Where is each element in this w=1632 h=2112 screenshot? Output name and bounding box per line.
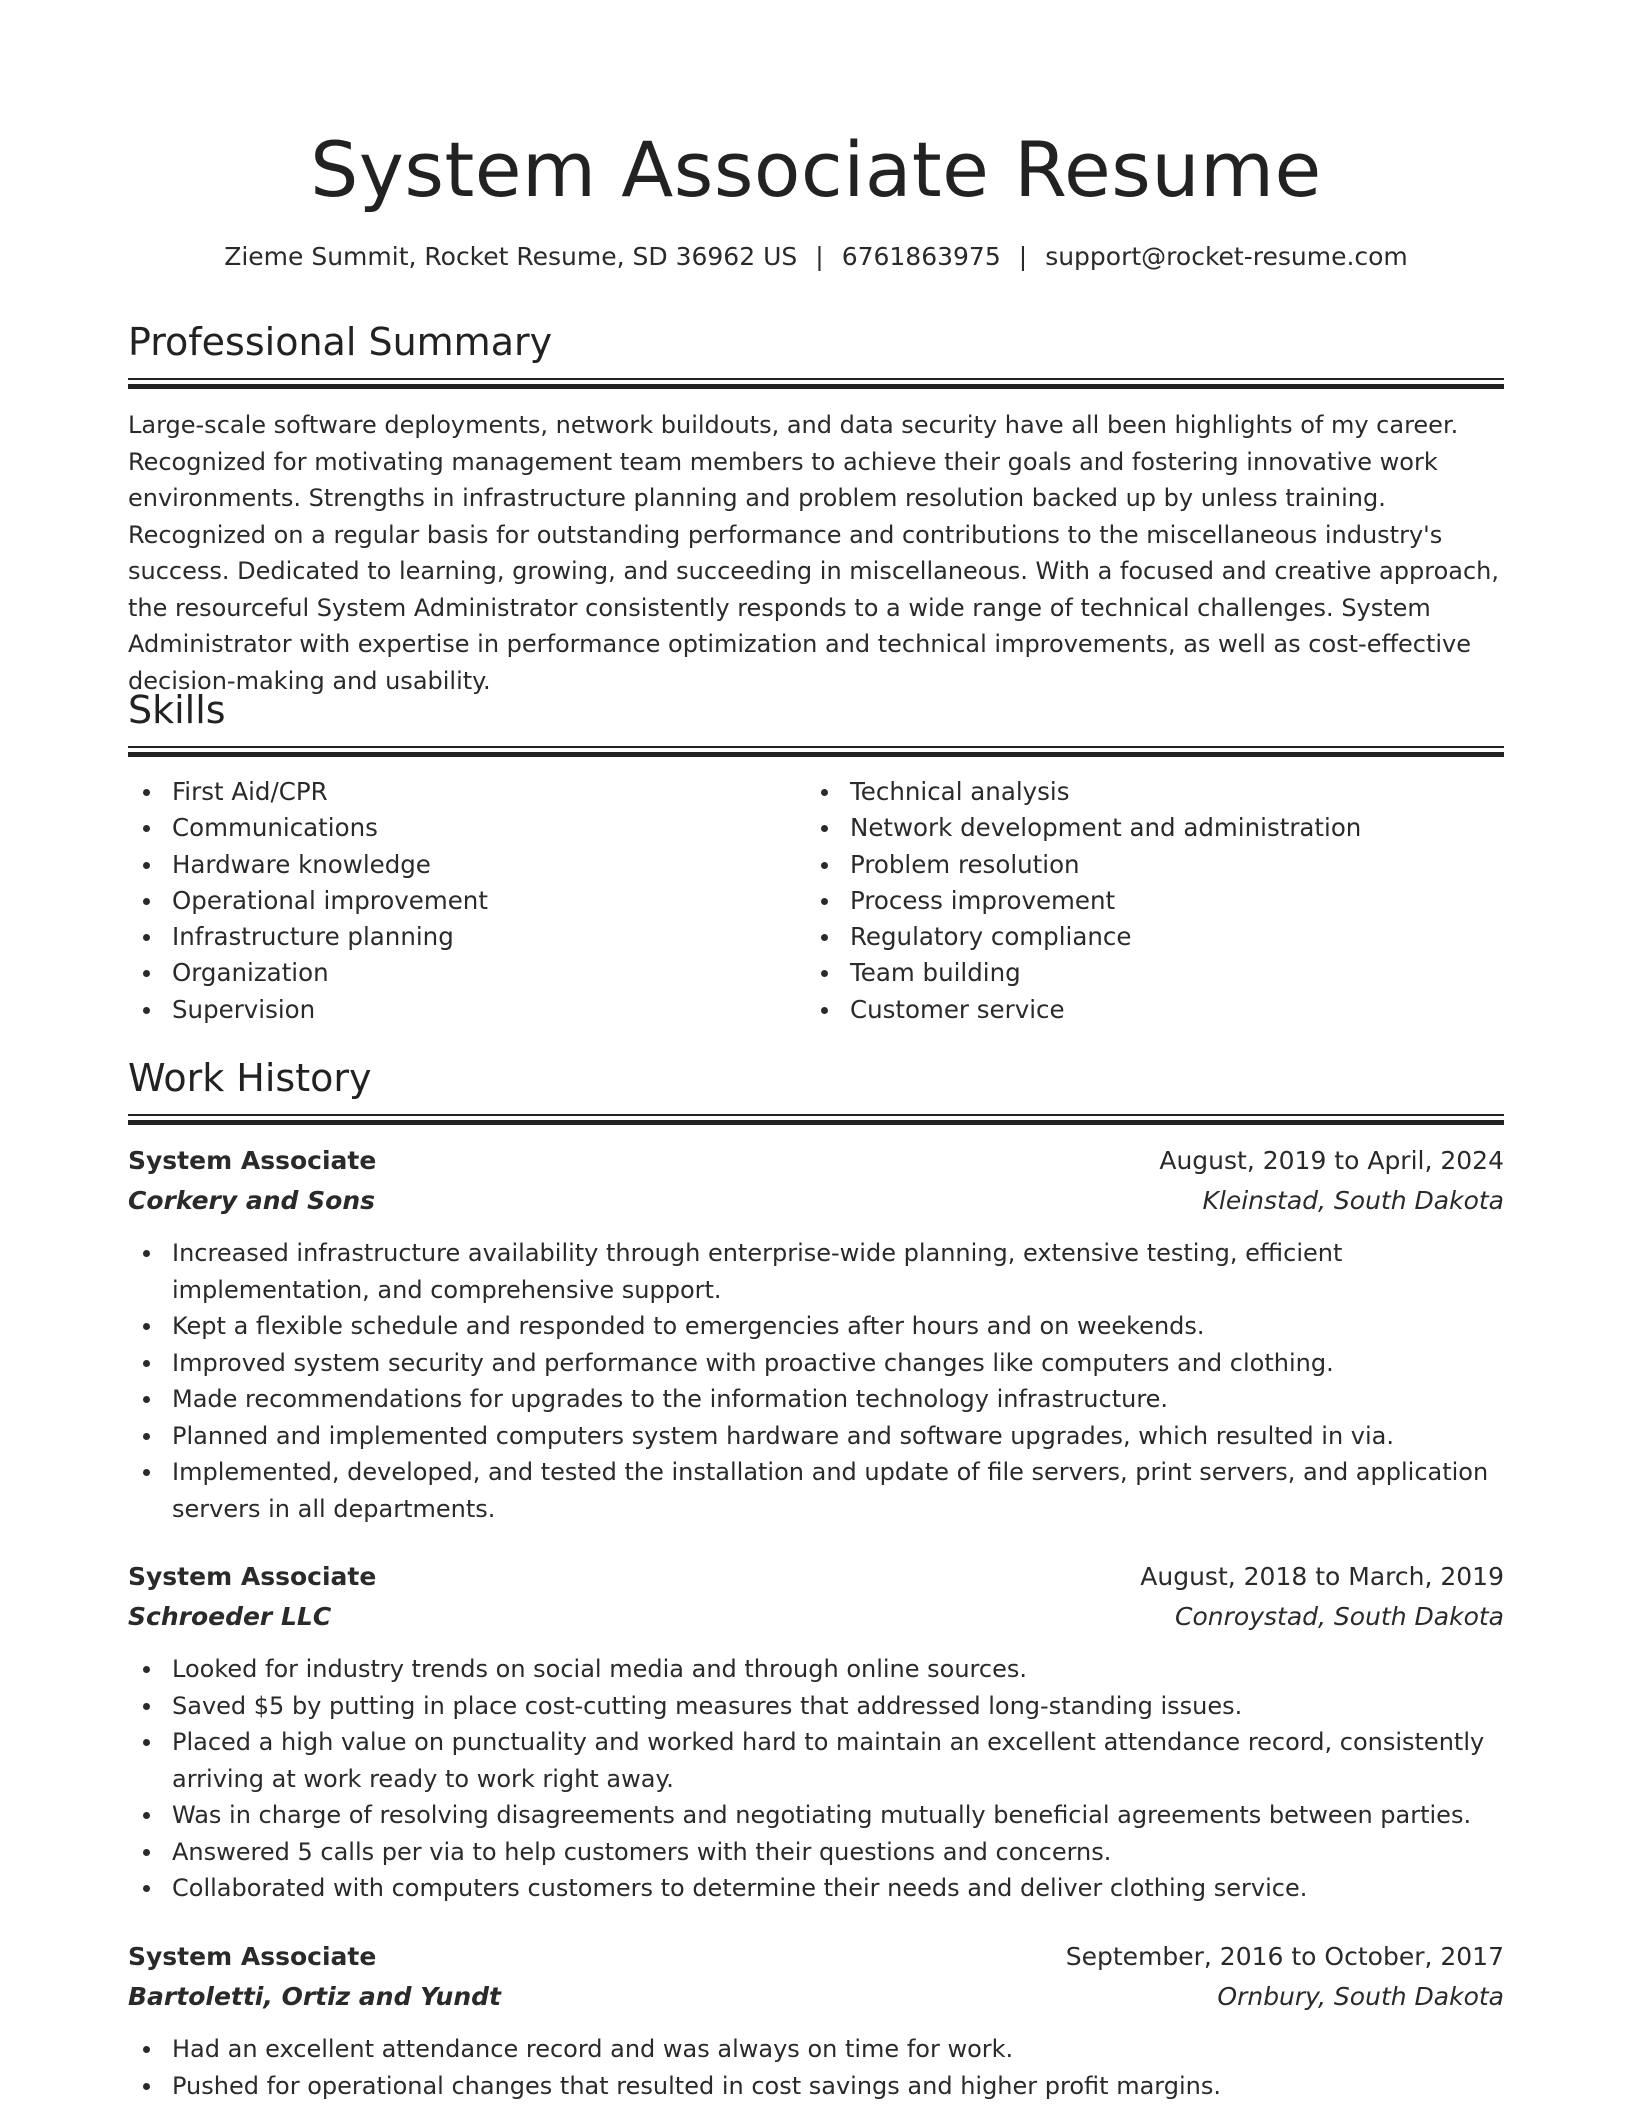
job-company-row bbox=[128, 1183, 1504, 1223]
duty-item: Collaborated with computers customers to determine their needs and deliver clothing service. bbox=[172, 1870, 1504, 1907]
job-dates: September, 2016 to October, 2017 bbox=[1065, 1942, 1504, 1971]
section-heading-skills: Skills bbox=[128, 688, 226, 732]
job-header-row bbox=[128, 1559, 1504, 1599]
job-duties-list bbox=[128, 2031, 1504, 2104]
duty-item: Looked for industry trends on social media and through online sources. bbox=[172, 1651, 1504, 1688]
job-duties-list bbox=[128, 1235, 1504, 1527]
job-header-row bbox=[128, 1143, 1504, 1183]
job-duties-list bbox=[128, 1651, 1504, 1907]
skills-list-left bbox=[128, 774, 488, 1028]
job-title: System Associate bbox=[128, 1146, 377, 1175]
skills-list-right bbox=[806, 774, 1361, 1028]
duty-item: Pushed for operational changes that resulted in cost savings and higher profit margins. bbox=[172, 2068, 1504, 2105]
duty-item: Implemented, developed, and tested the installation and update of file servers, print servers, and application servers in all departments. bbox=[172, 1454, 1504, 1527]
job-title: System Associate bbox=[128, 1562, 377, 1591]
duty-item: Had an excellent attendance record and was always on time for work. bbox=[172, 2031, 1504, 2068]
duty-item: Increased infrastructure availability through enterprise-wide planning, extensive testing, efficient implementation, and comprehensive support. bbox=[172, 1235, 1504, 1308]
resume-title: System Associate Resume bbox=[310, 125, 1322, 214]
skill-item: Regulatory compliance bbox=[850, 919, 1361, 955]
summary-text: Large-scale software deployments, network buildouts, and data security have all been highlights of my career. Recognized for motivating management team members to achieve their goals and fostering innovative work environments. Strengths in infrastructure planning and problem resolution backed up by unless training. Recognized on a regular basis for outstanding performance and contributions to the miscellaneous industry's success. Dedicated to learning, growing, and succeeding in miscellaneous. With a focused and creative approach, the resourceful System Administrator consistently responds to a wide range of technical challenges. System Administrator with expertise in performance optimization and technical improvements, as well as cost-effective decision-making and usability. bbox=[128, 411, 1499, 695]
section-heading-summary: Professional Summary bbox=[128, 320, 553, 364]
job-entry bbox=[128, 1559, 1504, 1907]
skill-item: Supervision bbox=[172, 992, 488, 1028]
skill-item: Operational improvement bbox=[172, 883, 488, 919]
skill-item: Customer service bbox=[850, 992, 1361, 1028]
skill-item: Process improvement bbox=[850, 883, 1361, 919]
skill-item: Problem resolution bbox=[850, 847, 1361, 883]
duty-item: Placed a high value on punctuality and worked hard to maintain an excellent attendance record, consistently arriving at work ready to work right away. bbox=[172, 1724, 1504, 1797]
contact-line bbox=[128, 240, 1504, 274]
duty-item: Improved system security and performance with proactive changes like computers and clothing. bbox=[172, 1345, 1504, 1382]
job-title: System Associate bbox=[128, 1942, 377, 1971]
job-header-row bbox=[128, 1939, 1504, 1979]
section-rule bbox=[128, 1114, 1504, 1125]
contact-email: support@rocket-resume.com bbox=[1045, 242, 1408, 271]
job-location: Conroystad, South Dakota bbox=[1175, 1602, 1504, 1631]
job-location: Kleinstad, South Dakota bbox=[1202, 1186, 1504, 1215]
contact-separator: | bbox=[1018, 242, 1028, 271]
job-location: Ornbury, South Dakota bbox=[1217, 1982, 1504, 2011]
skill-item: Network development and administration bbox=[850, 810, 1361, 846]
job-company-row bbox=[128, 1599, 1504, 1639]
section-heading-work-history: Work History bbox=[128, 1056, 372, 1100]
job-entry bbox=[128, 1939, 1504, 2104]
skill-item: Team building bbox=[850, 955, 1361, 991]
duty-item: Kept a flexible schedule and responded to emergencies after hours and on weekends. bbox=[172, 1308, 1504, 1345]
job-company: Corkery and Sons bbox=[128, 1186, 375, 1215]
duty-item: Made recommendations for upgrades to the information technology infrastructure. bbox=[172, 1381, 1504, 1418]
job-company-row bbox=[128, 1979, 1504, 2019]
section-rule bbox=[128, 378, 1504, 389]
contact-separator: | bbox=[815, 242, 824, 271]
job-dates: August, 2018 to March, 2019 bbox=[1140, 1562, 1504, 1591]
job-company: Bartoletti, Ortiz and Yundt bbox=[128, 1982, 501, 2011]
skill-item: First Aid/CPR bbox=[172, 774, 488, 810]
job-company: Schroeder LLC bbox=[128, 1602, 332, 1631]
duty-item: Saved $5 by putting in place cost-cutting measures that addressed long-standing issues. bbox=[172, 1688, 1504, 1725]
duty-item: Was in charge of resolving disagreements and negotiating mutually beneficial agreements between parties. bbox=[172, 1797, 1504, 1834]
skill-item: Communications bbox=[172, 810, 488, 846]
job-entry bbox=[128, 1143, 1504, 1527]
duty-item: Answered 5 calls per via to help customers with their questions and concerns. bbox=[172, 1834, 1504, 1871]
skill-item: Organization bbox=[172, 955, 488, 991]
section-rule bbox=[128, 746, 1504, 757]
skill-item: Technical analysis bbox=[850, 774, 1361, 810]
skill-item: Infrastructure planning bbox=[172, 919, 488, 955]
skill-item: Hardware knowledge bbox=[172, 847, 488, 883]
contact-phone: 6761863975 bbox=[841, 242, 1001, 271]
job-dates: August, 2019 to April, 2024 bbox=[1159, 1146, 1504, 1175]
contact-address: Zieme Summit, Rocket Resume, SD 36962 US bbox=[224, 242, 798, 271]
duty-item: Planned and implemented computers system hardware and software upgrades, which resulted in via. bbox=[172, 1418, 1504, 1455]
